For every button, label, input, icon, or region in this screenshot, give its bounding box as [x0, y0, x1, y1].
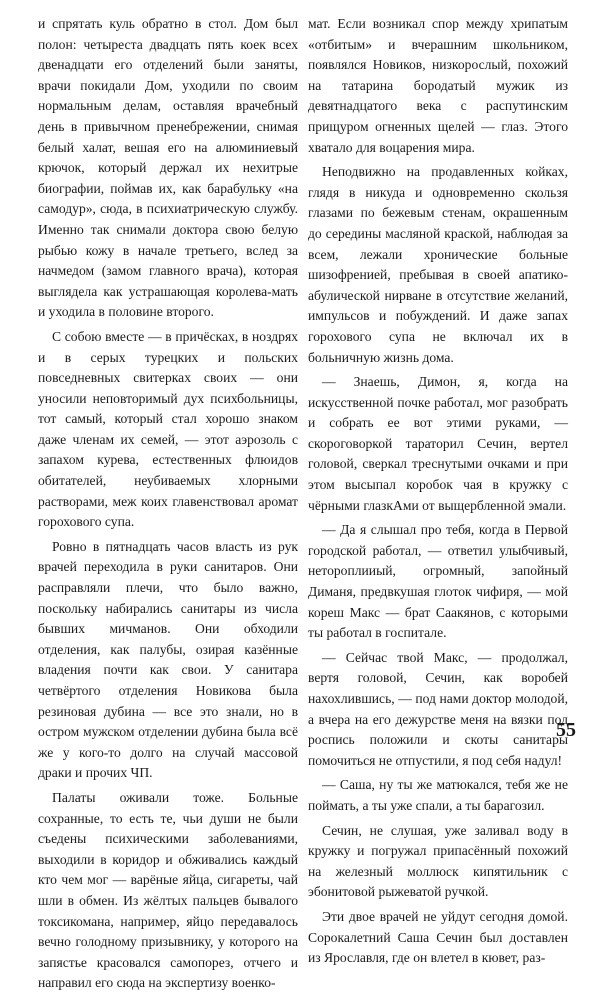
page-number: 55 [556, 719, 576, 741]
right-text-column [308, 14, 568, 973]
paragraph: Неподвижно на продавленных койках, глядя в никуда и одновременно скользя глазами по бежевым стенам, окрашенным до середины масляной краской, наблюдая за всем, лежали хронические больные шизофренией, пребывая в своей апатико-абулической нирване в отсутствие желаний, импульсов и побуждений. И даже запах горохового супа не включал их в больничную жизнь дома. [308, 164, 568, 365]
paragraph: мат. Если возникал спор между хрипатым «отбитым» и вчерашним школьником, появлялся Новиков, низкорослый, похожий на татарина бородатый мужик из девятнадцатого века с распутинским прищуром огненных щелей — глаз. Этого хватало для воцарения мира. [308, 16, 568, 155]
paragraph: Ровно в пятнадцать часов власть из рук врачей переходила в руки санитаров. Они расправляли плечи, что было важно, поскольку набирались санитары из числа бывших мичманов. Они обходили отделения, как палубы, озирая казённые владения почти как свои. У санитара четвёртого отделения Новикова была резиновая дубина — все это знали, но в остром мужском отделении дубина была всё же у кого-то долго на случай массовой драки и прочих ЧП. [38, 538, 298, 781]
paragraph: — Саша, ну ты же матюкался, тебя же не поймать, а ты уже спали, а ты барагозил. [308, 777, 568, 813]
paragraph: Эти двое врачей не уйдут сегодня домой. Сорокалетний Саша Сечин был доставлен из Ярославля, где он влетел в кювет, раз- [308, 908, 568, 966]
paragraph: — Знаешь, Димон, я, когда на искусственной почке работал, мог разобрать и собрать ее вот этими руками, — скороговоркой тараторил Сечин, вертел головой, сверкал треснутыми очками и при этом высыпал коробок чая в кружку с чёрными глазкАми от выщербленной эмали. [308, 374, 568, 513]
left-text-column [38, 14, 298, 998]
paragraph: Палаты оживали тоже. Больные сохранные, то есть те, чьи души не были съедены психическими заболеваниями, выходили в коридор и обживались каждый кто чем мог — варёные яйца, сигареты, чай шли в обмен. Из жёлтых пальцев бывалого токсикомана, например, яйцо передавалось вечно голодному призывнику, у которого на запястье красовался самопорез, отчего и направил его сюда на экспертизу военко- [38, 789, 298, 991]
paragraph: — Да я слышал про тебя, когда в Первой городской работал, — ответил улыбчивый, нетороплииый, огромный, запойный Диманя, предвкушая глоток чифиря, — мой кореш Макс — брат Саакянов, с которыми ты работал в госпитале. [308, 522, 568, 641]
paragraph: — Сейчас твой Макс, — продолжал, вертя головой, Сечин, как воробей нахохлившись, — под нами доктор молодой, а вчера на его дежурстве меня на вязки под роспись положили и скоты санитары помочиться не отпустили, я под себя надул! [308, 649, 568, 768]
paragraph: и спрятать куль обратно в стол. Дом был полон: четыреста двадцать пять коек всех двенадцати его отделений были заняты, врачи покидали Дом, уходили по своим нормальным делам, оставляя врачебный день в привычном пренебрежении, снимая белый халат, вешая его на алюминиевый крючок, который держал их нехитрые биографии, поймав их, как барабульку «на самодур», сюда, в психиатрическую службу. Именно так снимали доктора свою белую рыбью кожу в начале третьего, вслед за начмедом (замом главного врача), которая выглядела как устрашающая королева-мать и уходила в половине второго. [38, 16, 298, 320]
paragraph: С собою вместе — в причёсках, в ноздрях и в серых турецких и польских повседневных свитерках своих — они уносили неповторимый дух психбольницы, тот самый, который стал хорошо знаком даже членам их семей, — этот аэрозоль с запахом курева, естественных флюидов обитателей, неубиваемых хлорными растворами, меж коих главенствовал аромат горохового супа. [38, 328, 298, 530]
paragraph: Сечин, не слушая, уже заливал воду в кружку и погружал припасённый похожий на железный моллюск кипятильник с эбонитовой рыжеватой ручкой. [308, 822, 568, 900]
